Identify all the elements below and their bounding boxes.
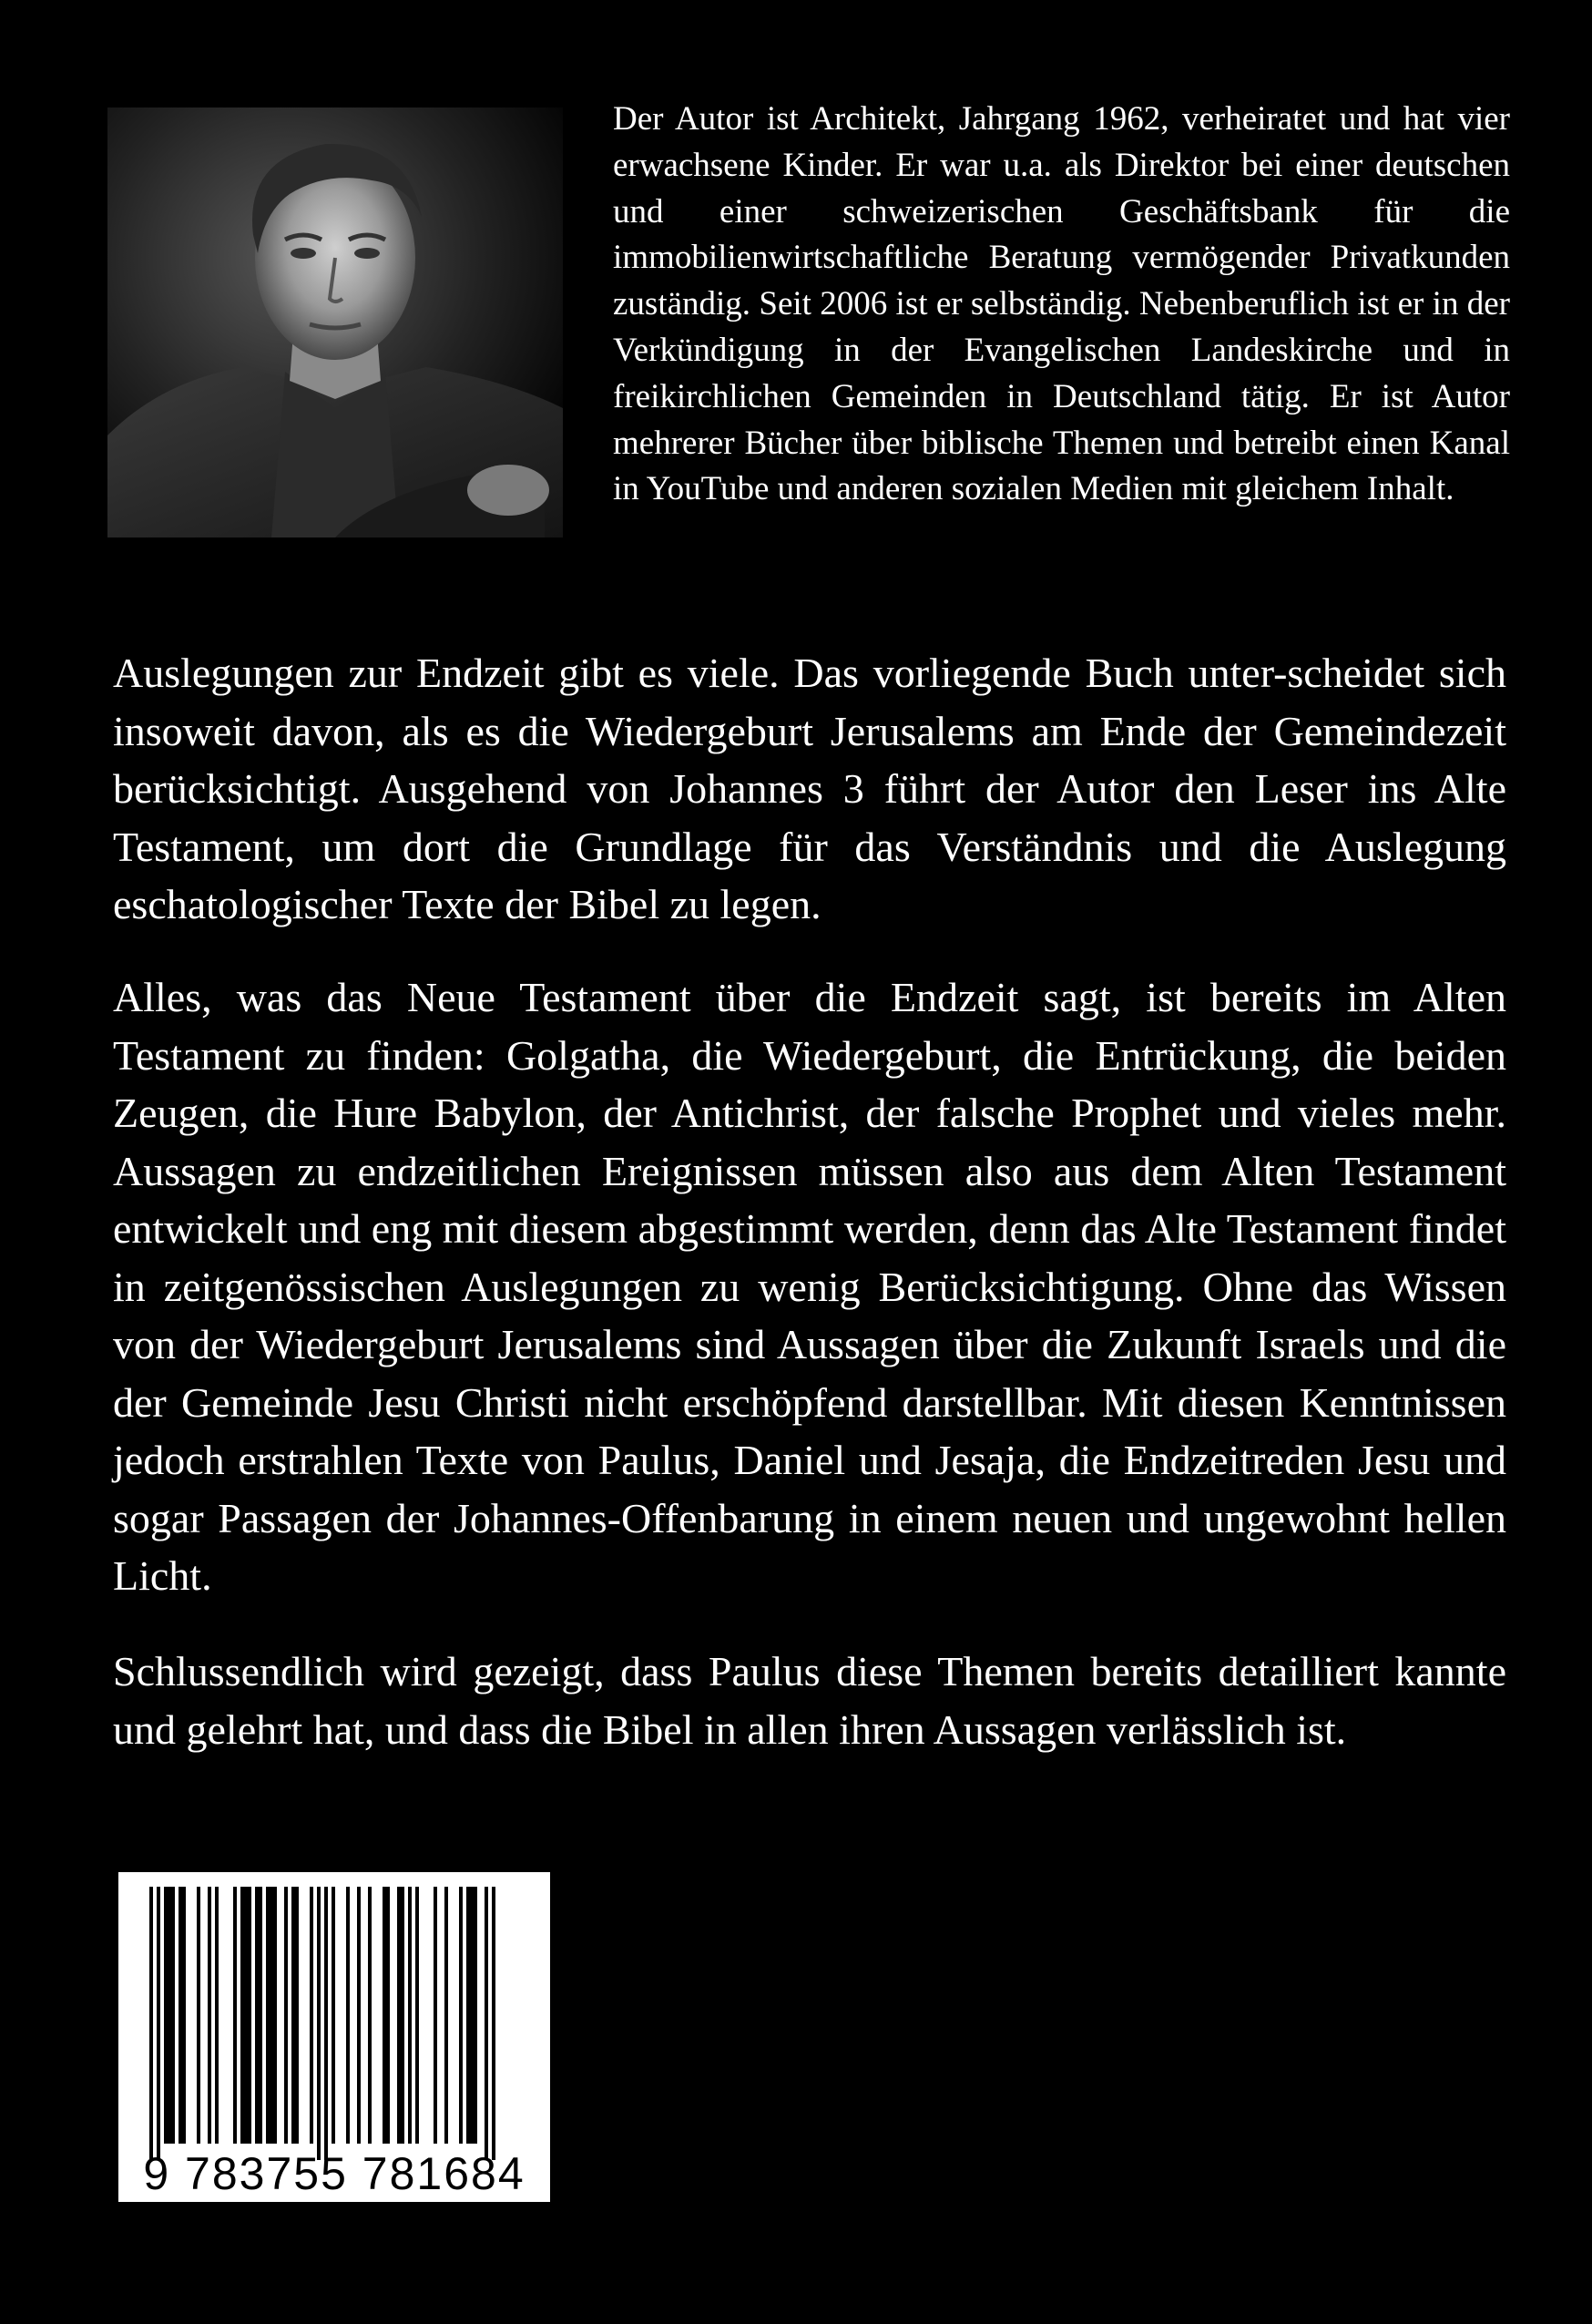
isbn-barcode	[118, 1872, 550, 2202]
barcode-bar	[295, 1887, 299, 2144]
barcode-bar	[444, 1887, 448, 2144]
barcode-bar	[346, 1887, 350, 2144]
blurb-paragraph-2: Alles, was das Neue Testament über die Endzeit sagt, ist bereits im Alten Testament zu finden: Golgatha, die Wiedergeburt, die Entrückung, die beiden Zeugen, die Hure Babylon, der Antichrist, der falsche Prophet und vieles mehr. Aussagen zu endzeitlichen Ereignissen müssen also aus dem Alten Testament entwickelt und eng mit diesem abgestimmt werden, denn das Alte Testament findet in zeitgenössischen Auslegungen zu wenig Berücksichtigung. Ohne das Wissen von der Wiedergeburt Jerusalems sind Aussagen über die Zukunft Israels und die der Gemeinde Jesu Christi nicht erschöpfend darstellbar. Mit diesen Kenntnissen jedoch erstrahlen Texte von Paulus, Daniel und Jesaja, die Endzeitreden Jesu und sogar Passagen der Johannes-Offenbarung in einem neuen und ungewohnt hellen Licht.	[113, 974, 1506, 1599]
barcode-bar	[179, 1887, 182, 2144]
barcode-bar	[259, 1887, 262, 2144]
barcode-bar	[459, 1887, 463, 2144]
barcode-bar	[244, 1887, 248, 2144]
blurb-paragraph-1: Auslegungen zur Endzeit gibt es viele. Das vorliegende Buch unter-scheidet sich insoweit davon, als es die Wiedergeburt Jerusalems am Ende der Gemeindezeit berücksichtigt. Ausgehend von Johannes 3 führt der Autor den Leser ins Alte Testament, um dort die Grundlage für das Verständnis und die Auslegung eschatologischer Texte der Bibel zu legen.	[113, 650, 1506, 927]
barcode-bar	[317, 1887, 321, 2160]
barcode-bar	[357, 1887, 361, 2144]
barcode-bar	[310, 1887, 313, 2144]
barcode-bar	[182, 1887, 186, 2144]
barcode-bar	[149, 1887, 153, 2160]
barcode-bar	[208, 1887, 211, 2144]
barcode-bar	[255, 1887, 259, 2144]
barcode-bar	[383, 1887, 386, 2144]
barcode-bar	[386, 1887, 390, 2144]
barcode-bar	[401, 1887, 404, 2144]
barcode-bar	[164, 1887, 168, 2144]
barcode-bar	[466, 1887, 470, 2144]
barcode-bar	[284, 1887, 288, 2144]
barcode-bar	[492, 1887, 495, 2160]
barcode-bar	[332, 1887, 335, 2144]
barcode-bar	[368, 1887, 372, 2144]
barcode-bar	[266, 1887, 270, 2144]
author-photo	[107, 107, 563, 537]
isbn-number: 9 783755 781684	[143, 2148, 526, 2199]
barcode-bar	[157, 1887, 160, 2160]
barcode-bar	[485, 1887, 488, 2160]
blurb-paragraph-3: Schlussendlich wird gezeigt, dass Paulus diese Themen bereits detailliert kannte und gelehrt hat, und dass die Bibel in allen ihren Aussagen verlässlich ist.	[113, 1648, 1506, 1753]
barcode-bar	[408, 1887, 412, 2144]
barcode-bar	[397, 1887, 401, 2144]
barcode-bar	[415, 1887, 419, 2144]
barcode-bar	[291, 1887, 295, 2144]
barcode-bar	[270, 1887, 273, 2144]
barcode-bar	[248, 1887, 251, 2144]
barcode-bar	[240, 1887, 244, 2144]
barcode-bar	[434, 1887, 437, 2144]
barcode-bar	[168, 1887, 171, 2144]
barcode-bar	[470, 1887, 474, 2144]
barcode-bar	[215, 1887, 219, 2144]
author-bio: Der Autor ist Architekt, Jahrgang 1962, verheiratet und hat vier erwachsene Kinder. Er war u.a. als Direktor bei einer deutschen und einer schweizerischen Geschäftsbank für die immobilienwirtschaftliche Beratung vermögender Privatkunden zuständig. Seit 2006 ist er selbständig. Nebenberuflich ist er in der Verkündigung in der Evangelischen Landeskirche und in freikirchlichen Gemeinden in Deutschland tätig. Er ist Autor mehrerer Bücher über biblische Themen und betreibt einen Kanal in YouTube und anderen sozialen Medien mit gleichem Inhalt.	[613, 100, 1510, 508]
barcode-bar	[273, 1887, 277, 2144]
barcode-bar	[197, 1887, 200, 2144]
barcode-bar	[474, 1887, 477, 2144]
barcode-bar	[233, 1887, 237, 2144]
barcode-bar	[171, 1887, 175, 2144]
barcode-bar	[324, 1887, 328, 2160]
